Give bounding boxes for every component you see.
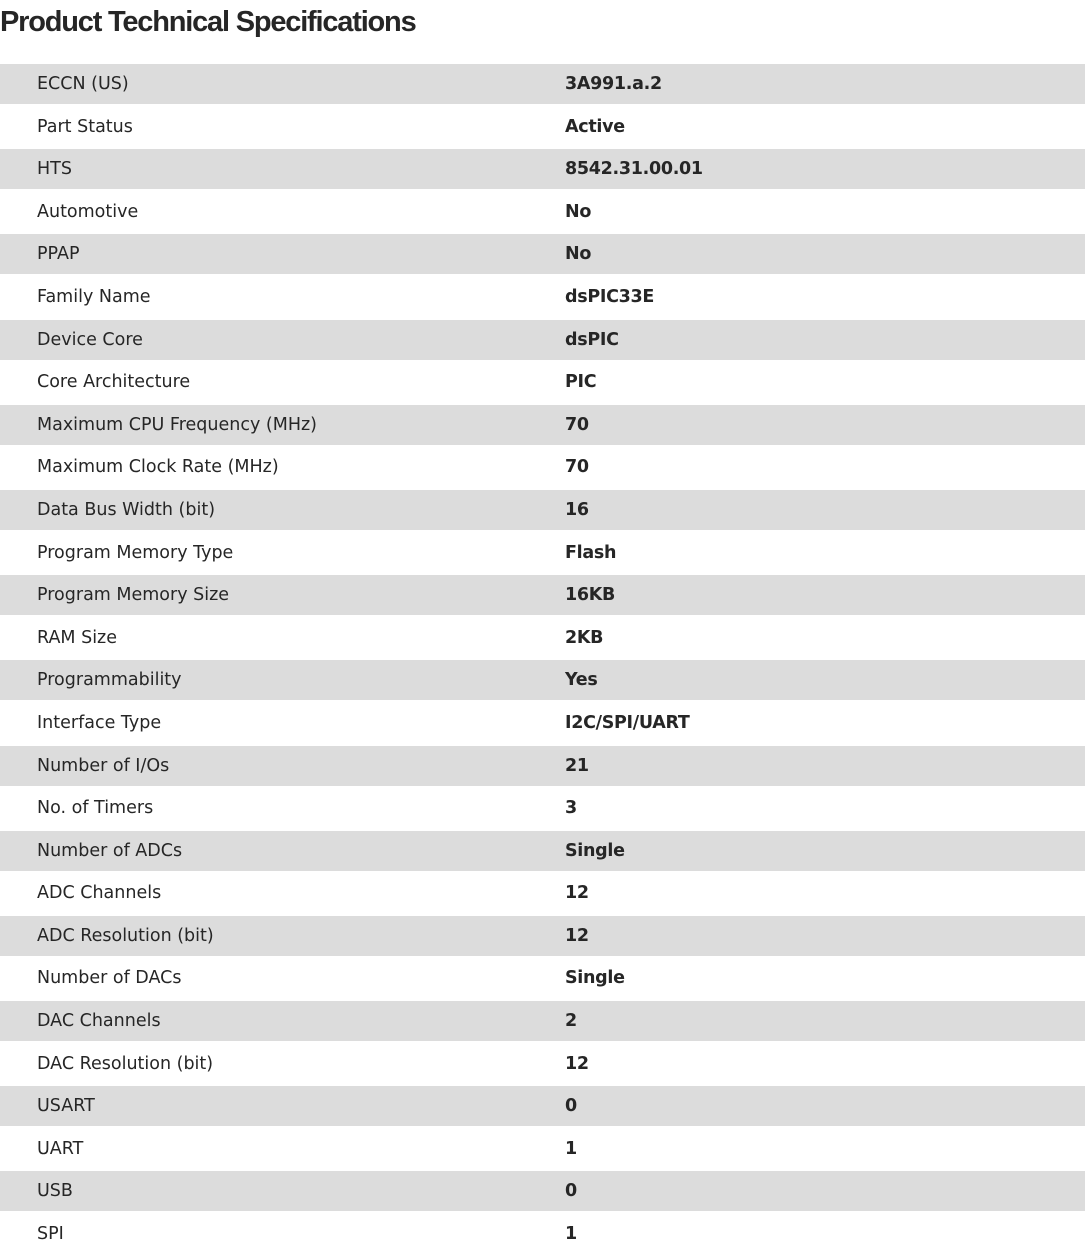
spec-label: Maximum Clock Rate (MHz) (37, 457, 279, 478)
spec-label: USART (37, 1096, 95, 1117)
spec-label: Programmability (37, 670, 182, 691)
spec-row-adc-channels (0, 873, 1085, 913)
spec-label: Number of I/Os (37, 755, 170, 776)
spec-label: ADC Resolution (bit) (37, 925, 214, 946)
spec-label: Automotive (37, 201, 139, 222)
spec-label: Program Memory Size (37, 585, 230, 606)
spec-value: Flash (565, 542, 617, 563)
spec-label: Program Memory Type (37, 542, 234, 563)
spec-label: USB (37, 1181, 73, 1202)
spec-value: No (565, 201, 592, 222)
spec-row-adc-resolution (0, 916, 1085, 956)
spec-label: ECCN (US) (37, 74, 129, 94)
spec-label: RAM Size (37, 627, 118, 648)
spec-value: Active (565, 116, 625, 137)
spec-table (0, 64, 1085, 1257)
spec-label: Maximum CPU Frequency (MHz) (37, 414, 317, 435)
spec-value: 2KB (565, 627, 604, 648)
spec-row-max-clock-rate (0, 447, 1085, 487)
spec-label: No. of Timers (37, 798, 154, 819)
spec-row-ppap (0, 234, 1085, 274)
spec-row-ram-size (0, 618, 1085, 658)
spec-label: HTS (37, 159, 72, 180)
spec-row-usb (0, 1171, 1085, 1211)
spec-row-eccn (0, 64, 1085, 104)
spec-label: DAC Channels (37, 1011, 161, 1032)
spec-row-core-architecture (0, 362, 1085, 402)
spec-value: Single (565, 840, 625, 861)
spec-row-part-status (0, 107, 1085, 147)
spec-row-max-cpu-frequency (0, 405, 1085, 445)
spec-row-data-bus-width (0, 490, 1085, 530)
page-title: Product Technical Specifications (0, 6, 416, 38)
spec-row-number-of-adcs (0, 831, 1085, 871)
spec-label: PPAP (37, 244, 80, 265)
spec-value: 3 (565, 798, 577, 819)
spec-value: 1 (565, 1224, 577, 1245)
spec-row-spi (0, 1214, 1085, 1254)
spec-row-number-of-timers (0, 788, 1085, 828)
spec-row-program-memory-size (0, 575, 1085, 615)
spec-value: 8542.31.00.01 (565, 159, 703, 180)
spec-label: Core Architecture (37, 372, 191, 393)
spec-row-interface-type (0, 703, 1085, 743)
spec-row-automotive (0, 192, 1085, 232)
spec-value: Yes (565, 670, 598, 691)
spec-value: 0 (565, 1096, 577, 1117)
spec-value: 70 (565, 457, 589, 478)
spec-label: Number of ADCs (37, 840, 183, 861)
spec-value: PIC (565, 372, 597, 393)
spec-value: 3A991.a.2 (565, 74, 662, 94)
spec-row-uart (0, 1129, 1085, 1169)
spec-value: 21 (565, 755, 589, 776)
spec-row-device-core (0, 320, 1085, 360)
spec-value: 12 (565, 925, 589, 946)
spec-row-family-name (0, 277, 1085, 317)
spec-row-number-of-dacs (0, 958, 1085, 998)
spec-row-number-of-ios (0, 746, 1085, 786)
spec-label: DAC Resolution (bit) (37, 1053, 214, 1074)
spec-value: 1 (565, 1138, 577, 1159)
spec-row-program-memory-type (0, 533, 1085, 573)
spec-value: 16KB (565, 585, 616, 606)
spec-label: Data Bus Width (bit) (37, 499, 216, 520)
spec-value: dsPIC (565, 329, 619, 350)
spec-value: 16 (565, 499, 589, 520)
spec-label: SPI (37, 1224, 64, 1245)
spec-row-hts (0, 149, 1085, 189)
spec-label: Part Status (37, 116, 133, 137)
spec-value: dsPIC33E (565, 286, 655, 307)
spec-label: Interface Type (37, 712, 162, 733)
spec-value: 0 (565, 1181, 577, 1202)
spec-value: Single (565, 968, 625, 989)
spec-label: Number of DACs (37, 968, 182, 989)
spec-row-dac-channels (0, 1001, 1085, 1041)
spec-label: Family Name (37, 286, 151, 307)
spec-value: 12 (565, 1053, 589, 1074)
spec-label: Device Core (37, 329, 143, 350)
spec-value: No (565, 244, 592, 265)
spec-label: ADC Channels (37, 883, 162, 904)
spec-row-dac-resolution (0, 1044, 1085, 1084)
spec-value: I2C/SPI/UART (565, 712, 690, 733)
spec-row-programmability (0, 660, 1085, 700)
spec-value: 2 (565, 1011, 577, 1032)
spec-value: 70 (565, 414, 589, 435)
spec-row-usart (0, 1086, 1085, 1126)
spec-value: 12 (565, 883, 589, 904)
spec-label: UART (37, 1138, 84, 1159)
